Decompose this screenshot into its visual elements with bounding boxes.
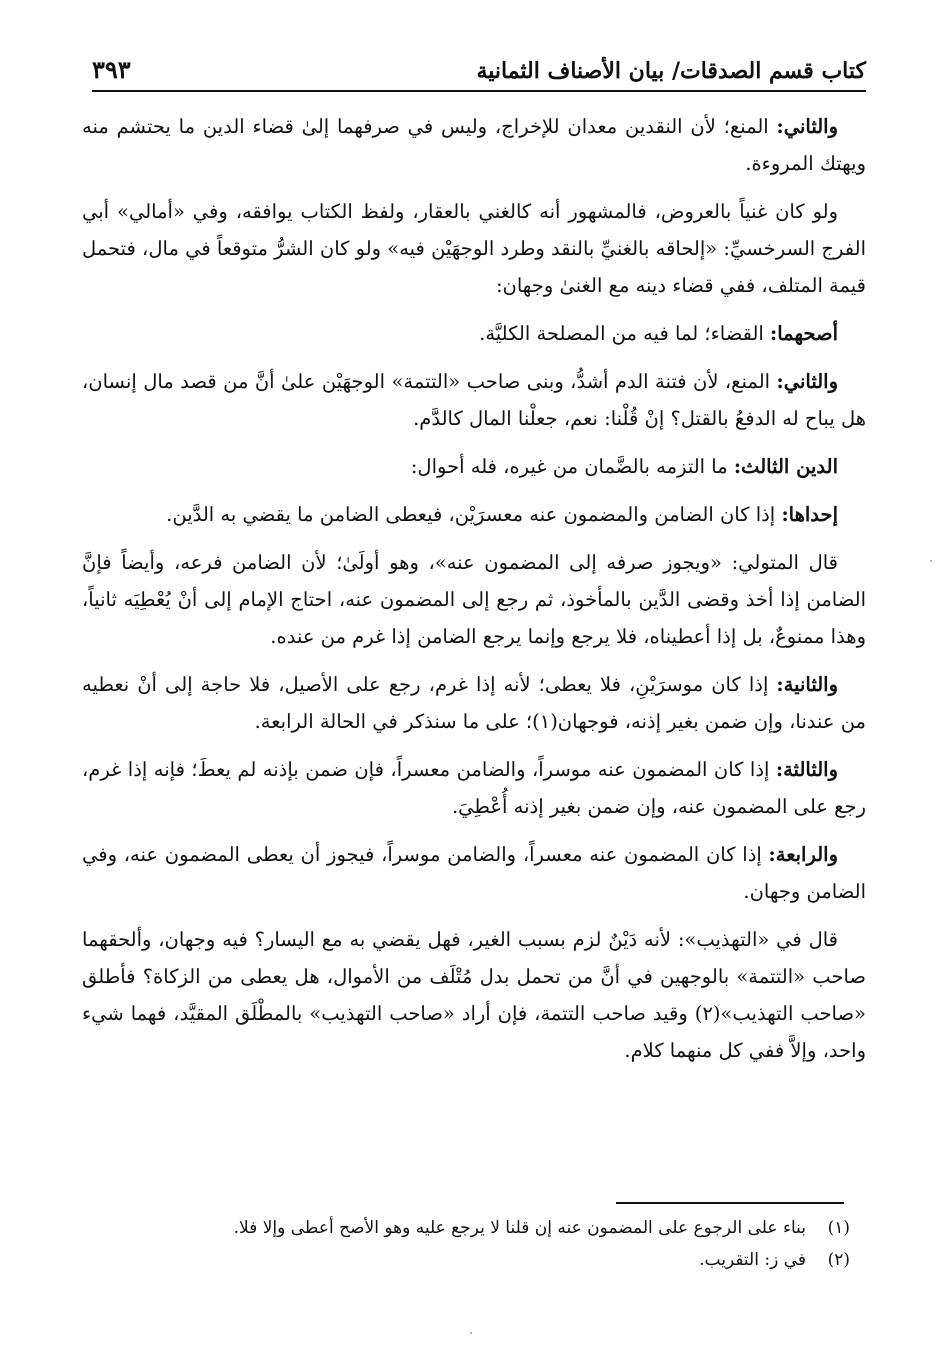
footnote-text: بناء على الرجوع على المضمون عنه إن قلنا لا يرجع عليه وهو الأصح أعطى وإلا فلا. <box>233 1218 806 1238</box>
paragraph-text: إذا كان المضمون عنه معسراً، والضامن موسراً، فيجوز أن يعطى المضمون عنه، وفي الضامن وجهان. <box>82 843 866 903</box>
paragraph-lead: إحداها: <box>781 503 838 526</box>
paragraph-lead: والثاني: <box>776 115 838 138</box>
paragraph-lead: الدين الثالث: <box>733 455 838 478</box>
footnote-mark: (١) <box>827 1218 850 1238</box>
paragraph-text: قال المتولي: «ويجوز صرفه إلى المضمون عنه»، وهو أولَىٰ؛ لأن الضامن فرعه، وأيضاً فإنَّ الضامن إذا أخذ وقضى الدَّين بالمأخوذ، ثم رجع إلى المضمون عنه، احتاج الإمام إلى أنْ يُعْطِيَه ثانياً، وهذا ممنوعٌ، بل إذا أعطيناه، فلا يرجع وإنما يرجع الضامن إذا غرم من عنده. <box>82 551 866 648</box>
footnote <box>150 1244 850 1276</box>
paragraph-text: ولو كان غنياً بالعروض، فالمشهور أنه كالغني بالعقار، ولفظ الكتاب يوافقه، وفي «أمالي» أبي الفرج السرخسيِّ: «إلحاقه بالغنيِّ بالنقد وطرد الوجهَيْن فيه» ولو كان الشرُّ متوقعاً في مال، فتحمل قيمة المتلف، ففي قضاء دينه مع الغنىٰ وجهان: <box>82 200 866 297</box>
paragraph <box>82 448 866 485</box>
scan-speck <box>470 1332 472 1334</box>
paragraph-text: المنع، لأن فتنة الدم أشدُّ، وبنى صاحب «التتمة» الوجهَيْن علىٰ أنَّ من قصد مال إنسان، هل يباح له الدفعُ بالقتل؟ إنْ قُلْنا: نعم، جعلْنا المال كالدَّم. <box>82 370 866 430</box>
paragraph-lead: والثالثة: <box>775 758 838 781</box>
scan-speck <box>930 560 932 562</box>
paragraph <box>82 544 866 655</box>
paragraph-lead: والثاني: <box>776 370 838 393</box>
paragraph-text: إذا كان موسرَيْنِ، فلا يعطى؛ لأنه إذا غرم، رجع على الأصيل، فلا حاجة إلى أنْ نعطيه من عندنا، وإن ضمن بغير إذنه، فوجهان(١)؛ على ما سنذكر في الحالة الرابعة. <box>82 673 866 733</box>
running-head: كتاب قسم الصدقات/ بيان الأصناف الثمانية <box>476 58 866 84</box>
paragraph-text: إذا كان المضمون عنه موسراً، والضامن معسراً، فإن ضمن بإذنه لم يعطَ؛ فإنه إذا غرم، رجع على المضمون عنه، وإن ضمن بغير إذنه أُعْطِيَ. <box>82 758 866 818</box>
page-number: ٣٩٣ <box>92 55 131 84</box>
paragraph <box>82 315 866 352</box>
footnote-mark: (٢) <box>827 1250 850 1270</box>
paragraph-text: ما التزمه بالضَّمان من غيره، فله أحوال: <box>410 455 734 478</box>
footnote <box>150 1212 850 1244</box>
footnotes <box>150 1212 850 1276</box>
paragraph <box>82 666 866 740</box>
paragraph <box>82 108 866 182</box>
paragraph <box>82 193 866 304</box>
paragraph <box>82 836 866 910</box>
paragraph-lead: أصحهما: <box>770 322 838 345</box>
paragraph-text: إذا كان الضامن والمضمون عنه معسرَيْن، فيعطى الضامن ما يقضي به الدَّين. <box>166 503 782 526</box>
paragraph <box>82 921 866 1069</box>
paragraph-lead: والرابعة: <box>768 843 838 866</box>
footnote-text: في ز: التقريب. <box>699 1250 806 1270</box>
paragraph <box>82 496 866 533</box>
page-header <box>92 46 866 92</box>
paragraph-text: قال في «التهذيب»: لأنه دَيْنٌ لزم بسبب الغير، فهل يقضي به مع اليسار؟ فيه وجهان، وألحقهما صاحب «التتمة» بالوجهين في أنَّ من تحمل بدل مُتْلَف من الأموال، هل يعطى من الزكاة؟ فأطلق «صاحب التهذيب»(٢) وقيد صاحب التتمة، فإن أراد «صاحب التهذيب» بالمطْلَق المقيَّد، فهما شيء واحد، وإلاَّ ففي كل منهما كلام. <box>82 928 866 1062</box>
paragraph <box>82 363 866 437</box>
paragraph-text: القضاء؛ لما فيه من المصلحة الكليَّة. <box>479 322 771 345</box>
paragraph <box>82 751 866 825</box>
main-text <box>82 108 866 1080</box>
footnote-separator <box>616 1202 844 1204</box>
paragraph-text: المنع؛ لأن النقدين معدان للإخراج، وليس في صرفهما إلىٰ قضاء الدين ما يحتشم منه ويهتك المروءة. <box>82 115 866 175</box>
paragraph-lead: والثانية: <box>776 673 838 696</box>
